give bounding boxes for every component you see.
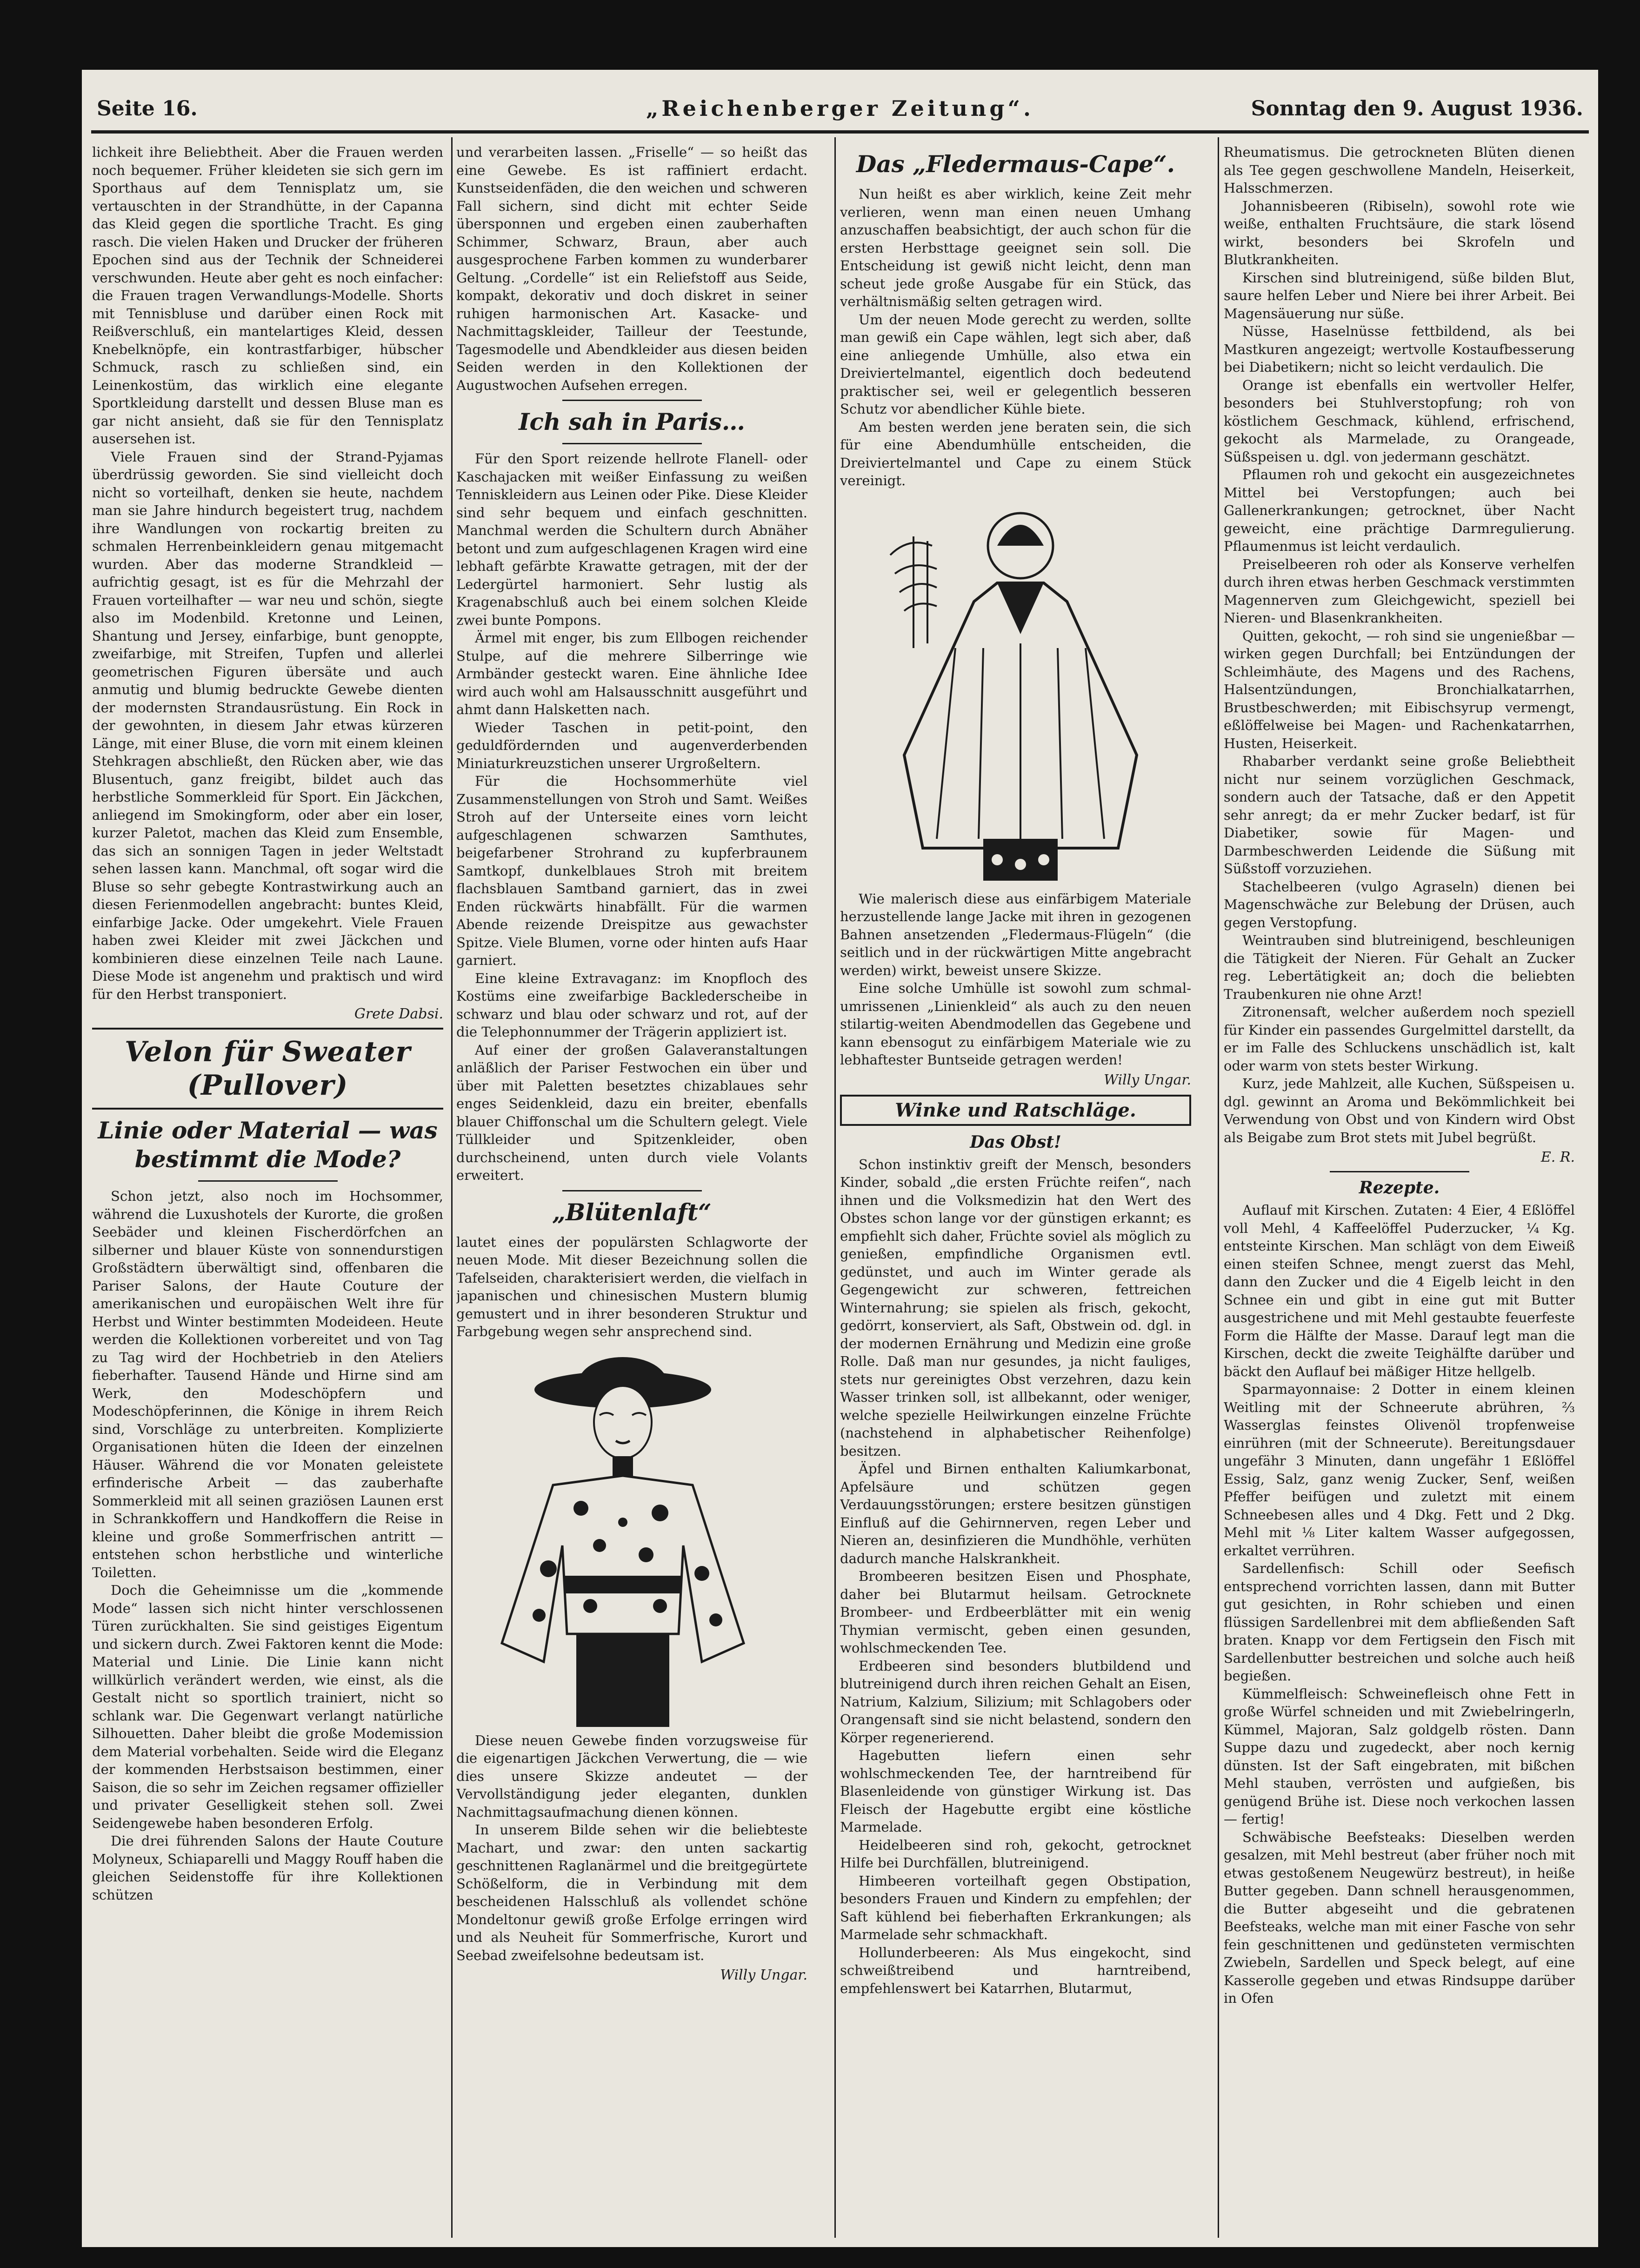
header-rule [91,130,1589,134]
article-paragraph: Die drei führenden Salons der Haute Couture Molyneux, Schiaparelli und Maggy Rouff haben die gleichen Seidenstoffe für ihre Kollektionen schützen [92,1833,443,1903]
headline-rule [198,1180,338,1182]
article-paragraph: Kurz, jede Mahlzeit, alle Kuchen, Süßspeisen u. dgl. gewinnt an Aroma und Bekömmlichkeit bei Verwendung von Obst und von Kindern wird Obst als Beigabe zum Brot stets mit Jubel begrüßt. [1224,1076,1575,1145]
article-paragraph: Kirschen sind blutreinigend, süße bilden Blut, saure helfen Leber und Niere bei ihrer Arbeit. Bei Magensäuerung nur süße. [1224,269,1575,321]
article-paragraph: Ärmel mit enger, bis zum Ellbogen reichender Stulpe, auf die mehrere Silberringe wie Armbänder gesteckt waren. Eine ähnliche Idee wird auch wohl am Halsausschnitt ausgeführt und ahmt dann Halsketten nach. [456,630,807,717]
column-rule [451,137,453,2238]
author-signature: Willy Ungar. [720,1967,807,1983]
article-paragraph: Nun heißt es aber wirklich, keine Zeit mehr verlieren, wenn man einen neuen Umhang anzuschaffen beabsichtigt, der auch schon für die ersten Herbsttage geeignet sein soll. Die Entscheidung ist gewiß nicht leicht, denn man scheut jede große Ausgabe für ein Stück, das verhältnismäßig selten getragen wird. [840,186,1191,309]
section-rule [562,1190,702,1191]
column-4 [1224,143,1575,2223]
article-headline: Ich sah in Paris… [519,408,745,435]
author-signature: Willy Ungar. [1104,1071,1191,1088]
headline-rule [562,443,702,444]
article-paragraph: Himbeeren vorteilhaft gegen Obstipation, besonders Frauen und Kindern zu empfehlen; der Saft kühlend bei fieberhaften Erkrankungen; als Marmelade sehr schmackhaft. [840,1873,1191,1942]
article-paragraph: Erdbeeren sind besonders blutbildend und blutreinigend durch ihren reichen Gehalt an Eisen, Natrium, Kalzium, Silizium; mit Schlagobers oder Orangensaft sind sie nicht belastend, sondern den Körper regenerierend. [840,1658,1191,1746]
article-paragraph: Preiselbeeren roh oder als Konserve verhelfen durch ihren etwas herben Geschmack verstimmten Magennerven zum Gleichgewicht, speziell bei Nieren- und Blasenkrankheiten. [1224,556,1575,626]
article-paragraph: Für den Sport reizende hellrote Flanell- oder Kaschajacken mit weißer Einfassung zu weißen Tenniskleidern aus Leinen oder Pike. Diese Kleider sind sehr bequem und einfach geschnitten. Manchmal werden die Schultern durch Abnäher betont und zum aufgeschlagenen Kragen wird eine lebhaft gefärbte Krawatte getragen, mit der der Ledergürtel harmoniert. Sehr lustig als Kragenabschluß auch bei einem solchen Kleide zwei bunte Pompons. [456,451,807,628]
article-paragraph: Sardellenfisch: Schill oder Seefisch entsprechend vorrichten lassen, dann mit Butter gut gesichten, in Rohr schieben und einen flüssigen Sardellenbrei mit dem abfließenden Saft braten. Knapp vor dem Fertigsein den Fisch mit Sardellenbutter bestreichen und solche auch heiß begießen. [1224,1560,1575,1684]
article-paragraph: Hollunderbeeren: Als Mus eingekocht, sind schweißtreibend und harntreibend, empfehlenswert bei Katarrhen, Blutarmut, [840,1944,1191,1996]
article-paragraph: Rheumatismus. Die getrockneten Blüten dienen als Tee gegen geschwollene Mandeln, Heiserkeit, Halsschmerzen. [1224,144,1575,196]
column-rule [1218,137,1219,2238]
cape-fashion-illustration [858,495,1174,885]
column-1 [92,143,443,2223]
article-paragraph: Schwäbische Beefsteaks: Dieselben werden gesalzen, mit Mehl bestreut (aber früher noch mit etwas gestoßenem Neugewürz bestreut), in heiße Butter gegeben. Dann schnell herausgenommen, die Butter abgeseiht und die gebratenen Beefsteaks, welche man mit einer Fasche von sehr fein geschnittenen und gedünsteten vermischten Zwiebeln, Sardellen und Speck belegt, auf eine Kasserolle gegeben und etwas Rindsuppe darüber in Ofen [1224,1829,1575,2006]
article-paragraph: Diese neuen Gewebe finden vorzugsweise für die eigenartigen Jäckchen Verwertung, die — wie dies unsere Skizze andeutet — der Vervollständigung jeder eleganten, dunklen Nachmittagsaufmachung dienen können. [456,1732,807,1820]
article-paragraph: Schon instinktiv greift der Mensch, besonders Kinder, sobald „die ersten Früchte reifen“, nach ihnen und die Volksmedizin hat den Wert des Obstes schon lange vor der günstigen erkannt; es empfiehlt sich daher, Früchte soviel als möglich zu genießen, empfindliche Organismen evtl. gedünstet, und auch im Winter gerade als Gegengewicht zur schweren, fettreichen Winternahrung; sie spielen als frisch, gekocht, gedörrt, konserviert, als Saft, Obstwein od. dgl. in der modernen Ernährung und Medizin eine große Rolle. Daß man nur gesundes, ja nicht fauliges, stets nur gereinigtes Obst verzehren, dazu kein Wasser trinken soll, ist allbekannt, oder weniger, welche spezielle Heilwirkungen einzelne Früchte (nachstehend in alphabetischer Reihenfolge) besitzen. [840,1156,1191,1459]
jacket-fashion-illustration [483,1345,781,1727]
page-number: Seite 16. [97,97,198,120]
section-rule [92,1028,443,1030]
velon-advertisement: Velon für Sweater (Pullover) [124,1036,411,1102]
article-headline: Das „Fledermaus-Cape“. [856,150,1175,178]
section-rule [562,400,702,401]
article-paragraph: Schon jetzt, also noch im Hochsommer, während die Luxushotels der Kurorte, die großen Seebäder und kleinen Fischerdörfchen an silberner und blauer Küste von sonnendurstigen Großstädtern überwältigt sind, offenbaren die Pariser Salons, der Haute Couture der amerikanischen und europäischen Welt ihre für Herbst und Winter bestimmten Modeideen. Heute werden die Kollektionen vorbereitet und von Tag zu Tag wird der Hochbetrieb in den Ateliers fieberhafter. Tausend Hände und Hirne sind am Werk, den Modeschöpfern und Modeschöpferinnen, die Könige in ihrem Reich sind, Vorschläge zu unterbreiten. Komplizierte Organisationen hüten die Ideen der einzelnen Häuser. Während die vor Monaten geleistete erfinderische Arbeit — das zauberhafte Sommerkleid mit all seinen graziösen Launen erst in Schrankkoffern und Handkoffern die Reise in kleine und große Sommerfrischen antritt — entstehen schon herbstliche und winterliche Toiletten. [92,1188,443,1580]
article-paragraph: Hagebutten liefern einen sehr wohlschmeckenden Tee, der harntreibend für Blasenleidende von günstiger Wirkung ist. Das Fleisch der Hagebutte ergibt eine köstliche Marmelade. [840,1747,1191,1835]
section-headline-box: Winke und Ratschläge. [840,1095,1191,1126]
article-paragraph: Auflauf mit Kirschen. Zutaten: 4 Eier, 4 Eßlöffel voll Mehl, 4 Kaffeelöffel Puderzucker, ¼ Kg. entsteinte Kirschen. Man schlägt von dem Eiweiß einen steifen Schnee, mengt zuerst das Mehl, dann den Zucker und die 4 Eigelb leicht in den Schnee ein und gibt in eine gut mit Butter ausgestrichene und mit Mehl gestaubte feuerfeste Form die Hälfte der Masse. Darauf legt man die Kirschen, deckt die zweite Teighälfte darüber und bäckt den Auflauf bei mäßiger Hitze hellgelb. [1224,1202,1575,1379]
article-paragraph: Stachelbeeren (vulgo Agraseln) dienen bei Magenschwäche zur Belebung der Drüsen, auch gegen Verstopfung. [1224,878,1575,930]
author-signature: Grete Dabsi. [354,1006,443,1022]
article-paragraph: Sparmayonnaise: 2 Dotter in einem kleinen Weitling mit der Schneerute abrühren, ⅔ Wasserglas feinstes Olivenöl tropfenweise einrühren (mit der Schneerute). Bereitungsdauer ungefähr 3 Minuten, dann ungefähr 1 Eßlöffel Essig, Salz, ganz wenig Zucker, Senf, weißen Pfeffer beifügen und zuletzt mit einem Schneebesen alles und 4 Dkg. Fett und 2 Dkg. Mehl mit ⅛ Liter kaltem Wasser aufgegossen, erkaltet verrühren. [1224,1381,1575,1559]
article-paragraph: Eine kleine Extravaganz: im Knopfloch des Kostüms eine zweifarbige Backlederscheibe in schwarz und blau oder schwarz und rot, auf der die Telephonnummer der Trägerin appliziert ist. [456,970,807,1040]
article-paragraph: Eine solche Umhülle ist sowohl zum schmal-umrissenen „Linienkleid“ als auch zu den neuen stilartig-weiten Abendmodellen das Gegebene und kann ebensogut zu einfärbigem Materiale wie zu lebhaftester Buntseide getragen werden! [840,980,1191,1068]
newspaper-title: „Reichenberger Zeitung“. [646,96,1034,121]
article-paragraph: und verarbeiten lassen. „Friselle“ — so heißt das eine Gewebe. Es ist raffiniert erdacht. Kunstseidenfäden, die den weichen und schweren Fall sichern, sind dicht mit echter Seide übersponnen und ergeben einen zauberhaften Schimmer, Schwarz, Braun, aber auch ausgesprochene Farben kommen zu wunderbarer Geltung. „Cordelle“ ist ein Reliefstoff aus Seide, kompakt, dekorativ und doch diskret in seiner ruhigen harmonischen Art. Kasacke- und Nachmittagskleider, Tailleur der Teestunde, Tagesmodelle und Abendkleider aus diesen beiden Seiden werden in den Kollektionen der Augustwochen Aufsehen erregen. [456,144,807,393]
article-paragraph: Brombeeren besitzen Eisen und Phosphate, daher bei Blutarmut heilsam. Getrocknete Brombeer- und Erdbeerblätter mit ein wenig Thymian vermischt, geben einen gesunden, wohlschmeckenden Tee. [840,1568,1191,1656]
article-paragraph: Weintrauben sind blutreinigend, beschleunigen die Tätigkeit der Nieren. Für Gehalt an Zucker reg. Lebertätigkeit an; doch die beliebten Traubenkuren nie ohne Arzt! [1224,932,1575,1002]
article-paragraph: Quitten, gekocht, — roh sind sie ungenießbar — wirken gegen Durchfall; bei Entzündungen der Schleimhäute, des Magens und des Rachens, Halsentzündungen, Bronchialkatarrhen, Brustbeschwerden; mit Eibischsyrup vermengt, eßlöffelweise bei Magen- und Rachenkatarrhen, Husten, Heiserkeit. [1224,628,1575,751]
article-paragraph: Am besten werden jene beraten sein, die sich für eine Abendumhülle entscheiden, die Dreiviertelmantel und Cape zu einem Stück vereinigt. [840,419,1191,488]
article-paragraph: Nüsse, Haselnüsse fettbildend, als bei Mastkuren angezeigt; wertvolle Kostaufbesserung bei Diabetikern; nicht so leicht verdaulich. Die [1224,323,1575,375]
article-paragraph: Doch die Geheimnisse um die „kommende Mode“ lassen sich nicht hinter verschlossenen Türen zurückhalten. Sie sind geistiges Eigentum und sickern durch. Zwei Faktoren kennt die Mode: Material und Linie. Die Linie kann nicht willkürlich verändert werden, wie einst, als die Gestalt nicht so sportlich trainiert, nicht so schlank war. Die Gegenwart verlangt natürliche Silhouetten. Daher bleibt die große Modemission dem Material vorbehalten. Seide wird die Eleganz der kommenden Herbstsaison bestimmen, einer Saison, die so sehr im Zeichen regsamer offizieller und privater Geselligkeit stehen soll. Zwei Seidengewebe haben besonderen Erfolg. [92,1582,443,1831]
column-2 [456,143,807,2223]
article-headline: „Blütenlaft“ [552,1198,712,1226]
article-paragraph: Zitronensaft, welcher außerdem noch speziell für Kinder ein passendes Gurgelmittel darstellt, da er im Falle des Schluckens unschädlich ist, kalt oder warm von stets bester Wirkung. [1224,1004,1575,1074]
newspaper-page [82,70,1598,2247]
article-paragraph: lichkeit ihre Beliebtheit. Aber die Frauen werden noch bequemer. Früher kleideten sie sich gern im Sporthaus auf dem Tennisplatz um, sie vertauschten in der Strandhütte, in der Capanna das Kleid gegen die sportliche Tracht. Es ging rasch. Die vielen Haken und Drucker der früheren Epochen sind aus der Technik der Schneiderei verschwunden. Heute aber geht es noch einfacher: die Frauen tragen Verwandlungs-Modelle. Shorts mit Tennisbluse und darüber einen Rock mit Reißverschluß, ein mantelartiges Kleid, dessen Knebelknöpfe, ein kontrastfarbiger, hübscher Schmuck, rasch zu schließen sind, ein Leinenkostüm, das wirklich eine elegante Sportkleidung darstellt und dessen Bluse man es gar nicht ansieht, daß sie für den Tennisplatz ausersehen ist. [92,144,443,447]
article-headline: Linie oder Material — was bestimmt die Mode? [98,1117,438,1173]
article-paragraph: Auf einer der großen Galaveranstaltungen anläßlich der Pariser Festwochen ein über und über mit Paletten besetztes chizablaues sehr enges Seidenkleid, dazu ein breiter, ebenfalls blauer Chiffonschal um die Schultern gelegt. Viele Tüllkleider und Spitzenkleider, oben durchscheinend, unten durch viele Volants erweitert. [456,1042,807,1183]
article-headline: Das Obst! [970,1132,1061,1152]
issue-date: Sonntag den 9. August 1936. [1251,97,1583,120]
section-rule [92,1108,443,1110]
article-paragraph: Johannisbeeren (Ribiseln), sowohl rote wie weiße, enthalten Fruchtsäure, die stark lösend wirkt, besonders bei Skrofeln und Blutkrankheiten. [1224,198,1575,268]
article-paragraph: lautet eines der populärsten Schlagworte der neuen Mode. Mit dieser Bezeichnung sollen die Tafelseiden, charakterisiert werden, die vielfach in japanischen und chinesischen Mustern blumig gemustert und in ihrer besonderen Struktur und Farbgebung wegen sehr ansprechend sind. [456,1234,807,1339]
article-headline: Rezepte. [1359,1178,1440,1198]
author-signature: E. R. [1540,1149,1575,1165]
column-rule [834,137,836,2238]
article-paragraph: Orange ist ebenfalls ein wertvoller Helfer, besonders bei Stuhlverstopfung; roh von köstlichem Geschmack, kühlend, erfrischend, gekocht als Marmelade, zu Orangeade, Süßspeisen u. dgl. von jedermann geschätzt. [1224,377,1575,465]
article-paragraph: Kümmelfleisch: Schweinefleisch ohne Fett in große Würfel schneiden und mit Zwiebelringerln, Kümmel, Majoran, Salz goldgelb rösten. Dann Suppe dazu und zugedeckt, aber noch kernig dünsten. Ist der Saft eingebraten, mit bißchen Mehl stauben, verrösten und aufgießen, bis genügend Brühe ist. Diese noch verkochen lassen — fertig! [1224,1686,1575,1827]
column-3 [840,143,1191,2223]
article-paragraph: In unserem Bilde sehen wir die beliebteste Machart, und zwar: den unten sackartig geschnittenen Raglanärmel und die breitgegürtete Schößelform, die in Verbindung mit dem bescheidenen Halsschluß als vollendet schöne Mondeltonur gewiß große Erfolge erringen wird und als Neuheit für Sommerfrische, Kurort und Seebad zweifelsohne bedeutsam ist. [456,1822,807,1963]
article-paragraph: Viele Frauen sind der Strand-Pyjamas überdrüssig geworden. Sie sind vielleicht doch nicht so vorteilhaft, denken sie heute, nachdem man sie Jahre hindurch begeistert trug, nachdem ihre Wandlungen von rockartig breiten zu schmalen Herrenbeinkleidern genau mitgemacht wurden. Aber das moderne Strandkleid — aufrichtig gesagt, ist es für die Mehrzahl der Frauen vorteilhafter — war neu und schön, siegte also im Modenbild. Kretonne und Leinen, Shantung und Jersey, einfarbige, bunt genoppte, zweifarbige, mit Streifen, Tupfen und allerlei geometrischen Figuren übersäte und auch anmutig und blumig bedruckte Gewebe dienten der modernsten Strandausrüstung. Ein Rock in der gewohnten, in diesem Jahr etwas kürzeren Länge, mit einer Bluse, die vorn mit einem kleinen Stehkragen abschließt, den Rücken aber, wie das Blusentuch, ganz freigibt, bildet auch das herbstliche Sommerkleid für Sport. Ein Jäckchen, anliegend im Smokingform, oder aber ein loser, kurzer Paletot, machen das Kleid zum Ensemble, das sich an sonnigen Tagen in jeder Weltstadt sehen lassen kann. Manchmal, oft sogar wird die Bluse so sehr gebegte Kontrastwirkung auch an diesen Ferienmodellen angebracht: buntes Kleid, einfarbige Jacke. Oder umgekehrt. Viele Frauen haben zwei Kleider mit zwei Jäckchen und kombinieren diese einzelnen Teile nach Laune. Diese Mode ist angenehm und praktisch und wird für den Herbst transponiert. [92,448,443,1002]
article-paragraph: Um der neuen Mode gerecht zu werden, sollte man gewiß ein Cape wählen, legt sich aber, daß eine anliegende Umhülle, also etwa ein Dreiviertelmantel, eigentlich doch bedeutend praktischer sei, weil er gelegentlich besseren Schutz vor abendlicher Kühle biete. [840,311,1191,417]
article-paragraph: Wie malerisch diese aus einfärbigem Materiale herzustellende lange Jacke mit ihren in gezogenen Bahnen ansetzenden „Fledermaus-Flügeln“ (die seitlich und in der rückwärtigen Mitte angebracht werden) wirkt, beweist unsere Skizze. [840,890,1191,978]
article-paragraph: Wieder Taschen in petit-point, den geduldfördernden und augenverderbenden Miniaturkreuzstichen unserer Urgroßeltern. [456,719,807,771]
section-rule [1330,1171,1469,1172]
article-paragraph: Heidelbeeren sind roh, gekocht, getrocknet Hilfe bei Durchfällen, blutreinigend. [840,1837,1191,1871]
article-paragraph: Für die Hochsommerhüte viel Zusammenstellungen von Stroh und Samt. Weißes Stroh auf der Unterseite eines vorn leicht aufgeschlagenen schwarzen Samthutes, beigefarbener Strohrand zu kupferbraunem Samtkopf, dunkelblaues Stroh mit breitem flachsblauen Samtband garniert, das in zwei Enden rückwärts hinabfällt. Für die warmen Abende reizende Dreispitze aus gewachster Spitze. Viele Blumen, vorne oder hinten aufs Haar garniert. [456,773,807,968]
article-paragraph: Rhabarber verdankt seine große Beliebtheit nicht nur seinem vorzüglichen Geschmack, sondern auch der Tatsache, daß er den Appetit sehr anregt; da er mehr Zucker bedarf, ist für Diabetiker, sowie für Magen- und Darmbeschwerden Leidende die Süßung mit Süßstoff vorzuziehen. [1224,753,1575,876]
article-paragraph: Äpfel und Birnen enthalten Kaliumkarbonat, Apfelsäure und schützen gegen Verdauungsstörungen; erstere besitzen günstigen Einfluß auf die Gehirnnerven, regen Leber und Nieren an, desinfizieren die Mundhöhle, verhüten dadurch manche Halskrankheit. [840,1461,1191,1566]
article-paragraph: Pflaumen roh und gekocht ein ausgezeichnetes Mittel bei Verstopfungen; auch bei Gallenerkrankungen; getrocknet, über Nacht geweicht, eine prächtige Darmregulierung. Pflaumenmus ist leicht verdaulich. [1224,467,1575,554]
